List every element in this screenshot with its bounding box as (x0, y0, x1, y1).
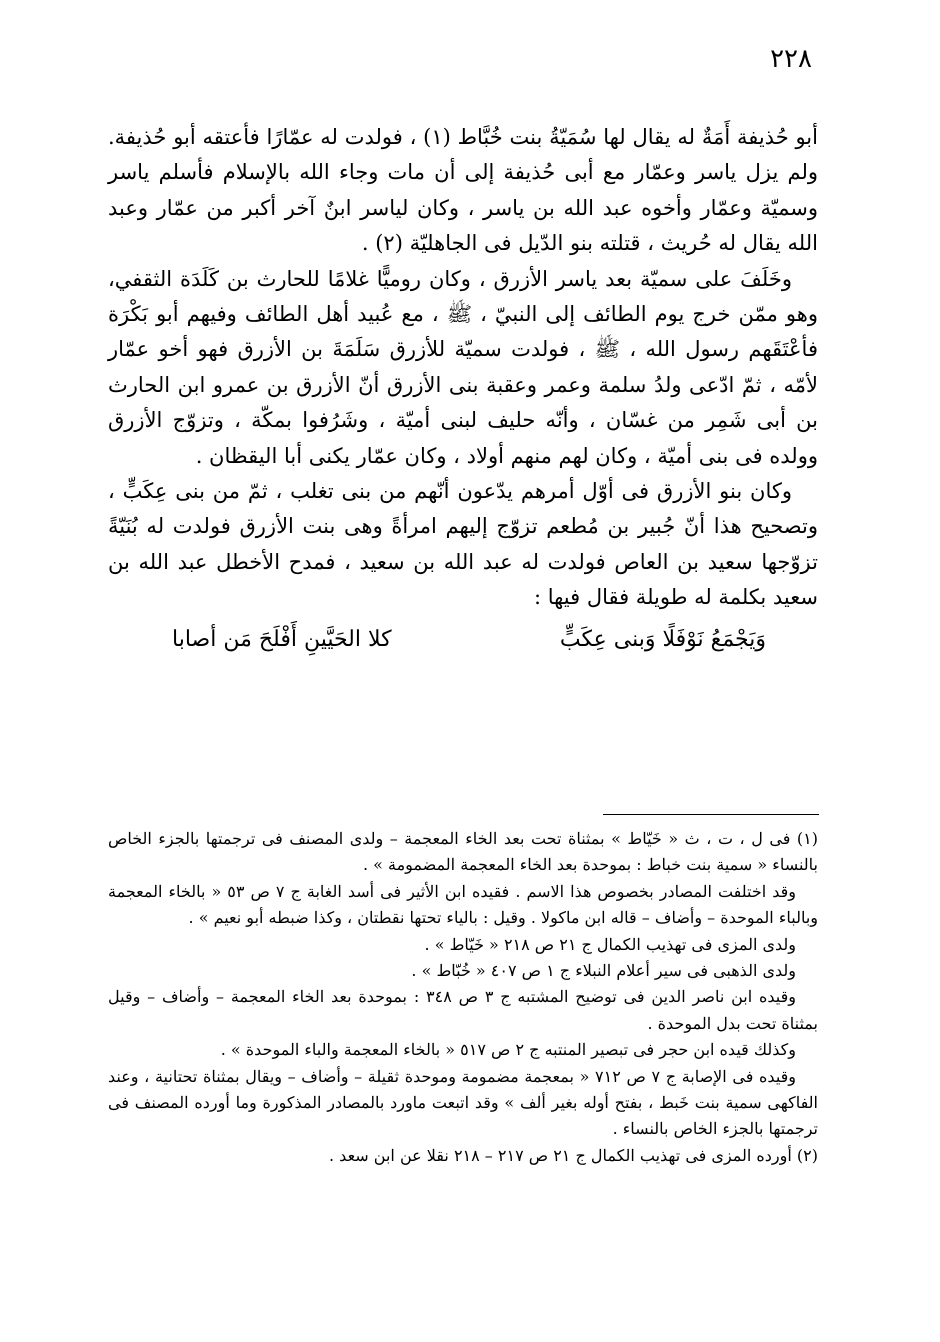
footnote-1-note-a: وقد اختلفت المصادر بخصوص هذا الاسم . فقيده ابن الأثير فى أسد الغابة ج ٧ ص ٥٣ « بالخاء المعجمة وبالباء الموحدة – وأضاف – قاله ابن ماكولا . وقيل : بالياء تحتها نقطتان ، وكذا ضبطه أبو نعيم » . (108, 881, 818, 928)
footnote-1: (١) فى ل ، ت ، ث « خَيّاط » بمثناة تحت بعد الخاء المعجمة – ولدى المصنف فى ترجمتها بالجزء الخاص بالنساء « سمية بنت خباط : بموحدة بعد الخاء المعجمة المضمومة » . (108, 829, 819, 875)
footnote-1-note-e: وكذلك قيده ابن حجر فى تبصير المنتبه ج ٢ ص ٥١٧ « بالخاء المعجمة والباء الموحدة » . (220, 1040, 796, 1060)
footnote-2: (٢) أورده المزى فى تهذيب الكمال ج ٢١ ص ٢١٧ – ٢١٨ نقلا عن ابن سعد . (329, 1145, 818, 1165)
paragraph-3: وكان بنو الأزرق فى أوّل أمرهم يدّعون أنّهم من بنى تغلب ، ثمّ من بنى عِكَبٍّ ، وتصحيح هذا أنّ جُبير بن مُطعم تزوّج إليهم امرأةً وهى بنت الأزرق فولدت له بُنَيّةً تزوّجها سعيد بن العاص فولدت له عبد الله بن سعيد ، فمدح الأخطل عبد الله بن سعيد بكلمة له طويلة فقال فيها : (108, 479, 818, 610)
poetry-verse (172, 622, 766, 658)
footnote-1-note-d: وقيده ابن ناصر الدين فى توضيح المشتبه ج ٣ ص ٣٤٨ : بموحدة بعد الخاء المعجمة – وأضاف – وقيل بمثناة تحت بدل الموحدة . (108, 987, 818, 1033)
main-text (108, 120, 818, 658)
footnote-1-note-c: ولدى الذهبى فى سير أعلام النبلاء ج ١ ص ٤٠٧ « خُبّاط » . (411, 961, 796, 981)
verse-first-hemistich: وَيَجْمَعُ نَوْفَلًا وَبنى عِكَبٍّ (559, 626, 766, 652)
footnote-1-note-f: وقيده فى الإصابة ج ٧ ص ٧١٢ « بمعجمة مضمومة وموحدة ثقيلة – وأضاف – ويقال بمثناة تحتانية ، وعند الفاكهى سمية بنت خَبط ، بفتح أوله بغير ألف » وقد اتبعت ماورد بالمصادر المذكورة وما أورده المصنف فى ترجمتها بالجزء الخاص بالنساء . (108, 1066, 818, 1139)
verse-second-hemistich: كلا الحَيَّينِ أَفْلَحَ مَن أصابا (172, 626, 392, 652)
paragraph-2: وخَلَفَ على سميّة بعد ياسر الأزرق ، وكان روميًّا غلامًا للحارث بن كَلَدَة الثقفي، وهو ممّن خرج يوم الطائف إلى النبيّ ، ﷺ ، مع عُبيد أهل الطائف وفيهم أبو بَكْرَة فأعْتَقَهم رسول الله ، ﷺ ، فولدت سميّة للأزرق سَلَمَةَ بن الأزرق فهو أخو عمّار لأمّه ، ثمّ ادّعى ولدُ سلمة وعمر وعقبة بنى الأزرق أنّ الأزرق بن عمرو ابن الحارث بن أبى شَمِر من غسّان ، وأنّه حليف لبنى أميّة ، وشَرُفوا بمكّة ، وتزوّج الأزرق وولده فى بنى أميّة ، وكان لهم منهم أولاد ، وكان عمّار يكنى أبا اليقظان . (108, 266, 819, 468)
paragraph-1: أبو حُذيفة أَمَةٌ له يقال لها سُمَيّةُ بنت خُبَّاط (١) ، فولدت له عمّارًا فأعتقه أبو حُذيفة. ولم يزل ياسر وعمّار مع أبى حُذيفة إلى أن مات وجاء الله بالإسلام فأسلم ياسر وسميّة وعمّار وأخوه عبد الله بن ياسر ، وكان لياسر ابنٌ آخر أكبر من عمّار وعبد الله يقال له حُريث ، قتلته بنو الدّيل فى الجاهليّة (٢) . (108, 125, 818, 256)
footnotes (108, 826, 818, 1169)
page-number: ٢٢٨ (770, 44, 812, 74)
footnote-separator (603, 814, 819, 815)
footnote-1-note-b: ولدى المزى فى تهذيب الكمال ج ٢١ ص ٢١٨ « خَيّاط » . (424, 934, 796, 954)
